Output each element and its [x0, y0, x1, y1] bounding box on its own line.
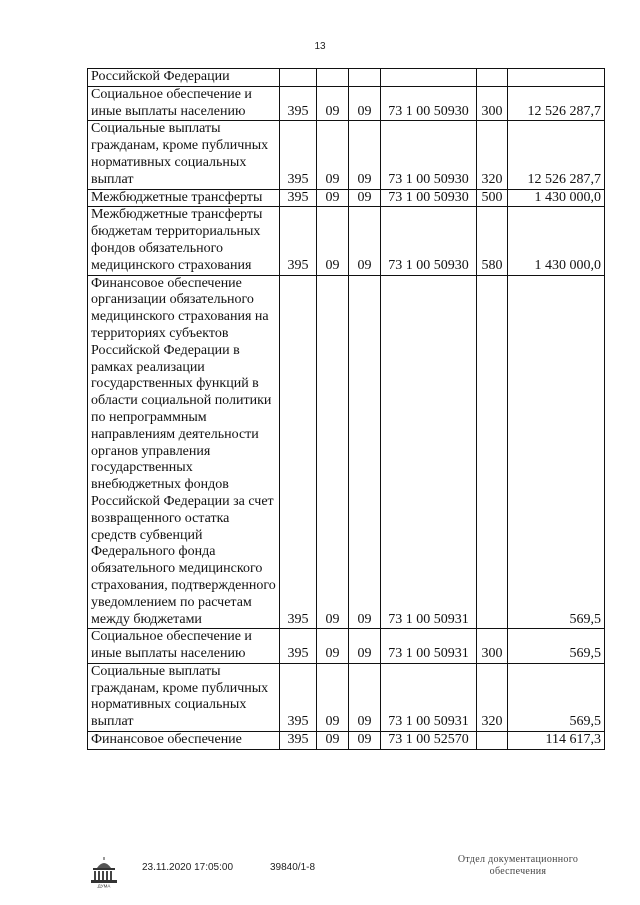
item-name-cell: Социальные выплаты гражданам, кроме публичных нормативных социальных выплат: [88, 663, 280, 731]
expense-type-code-cell: 320: [477, 121, 508, 189]
target-article-code-cell: 73 1 00 50931: [381, 663, 477, 731]
subsection-code-cell: 09: [349, 629, 381, 664]
item-name-cell: Социальные выплаты гражданам, кроме публичных нормативных социальных выплат: [88, 121, 280, 189]
admin-code-cell: 395: [280, 275, 317, 629]
section-code-cell: 09: [317, 86, 349, 121]
item-name-cell: Межбюджетные трансферты: [88, 189, 280, 207]
page-number: 13: [314, 41, 326, 52]
section-code-cell: 09: [317, 275, 349, 629]
subsection-code-cell: 09: [349, 189, 381, 207]
section-code-cell: 09: [317, 629, 349, 664]
table-row: [88, 207, 605, 275]
item-name-cell: Финансовое обеспечение организации обязательного медицинского страхования на территориях субъектов Российской Федерации в рамках реализации государственных функций в области социальной политики по непрограммным направлениям деятельности органов управления государственных внебюджетных фондов Российской Федерации за счет возвращенного остатка средств субвенций Федерального фонда обязательного медицинского страхования, подтвержденного уведомлением по расчетам между бюджетами: [88, 275, 280, 629]
document-footer: [0, 850, 640, 900]
expense-type-code-cell: 500: [477, 189, 508, 207]
item-name-cell: Межбюджетные трансферты бюджетам территориальных фондов обязательного медицинского страхования: [88, 207, 280, 275]
subsection-code-cell: 09: [349, 121, 381, 189]
subsection-code-cell: 09: [349, 86, 381, 121]
section-code-cell: 09: [317, 121, 349, 189]
table-row: [88, 275, 605, 629]
section-code-cell: 09: [317, 207, 349, 275]
admin-code-cell: 395: [280, 207, 317, 275]
section-code-cell: 09: [317, 189, 349, 207]
amount-cell: 1 430 000,0: [508, 207, 605, 275]
table-row: [88, 121, 605, 189]
table-row: [88, 189, 605, 207]
target-article-code-cell: 73 1 00 50930: [381, 189, 477, 207]
expense-type-code-cell: [477, 732, 508, 750]
target-article-code-cell: 73 1 00 50930: [381, 121, 477, 189]
subsection-code-cell: [349, 69, 381, 87]
admin-code-cell: 395: [280, 732, 317, 750]
state-duma-building-icon: [89, 856, 119, 888]
amount-cell: 569,5: [508, 663, 605, 731]
table-row: [88, 732, 605, 750]
expense-type-code-cell: 300: [477, 86, 508, 121]
subsection-code-cell: 09: [349, 663, 381, 731]
admin-code-cell: [280, 69, 317, 87]
item-name-cell: Российской Федерации: [88, 69, 280, 87]
expense-type-code-cell: [477, 275, 508, 629]
target-article-code-cell: 73 1 00 50930: [381, 207, 477, 275]
expense-type-code-cell: [477, 69, 508, 87]
item-name-cell: Социальное обеспечение и иные выплаты населению: [88, 629, 280, 664]
admin-code-cell: 395: [280, 121, 317, 189]
admin-code-cell: 395: [280, 189, 317, 207]
amount-cell: 569,5: [508, 629, 605, 664]
item-name-cell: Социальное обеспечение и иные выплаты населению: [88, 86, 280, 121]
section-code-cell: [317, 69, 349, 87]
table-row: [88, 663, 605, 731]
amount-cell: 569,5: [508, 275, 605, 629]
amount-cell: 12 526 287,7: [508, 121, 605, 189]
svg-text:ДУМА: ДУМА: [97, 883, 111, 888]
expense-type-code-cell: 580: [477, 207, 508, 275]
amount-cell: 12 526 287,7: [508, 86, 605, 121]
admin-code-cell: 395: [280, 663, 317, 731]
amount-cell: 114 617,3: [508, 732, 605, 750]
admin-code-cell: 395: [280, 629, 317, 664]
section-code-cell: 09: [317, 732, 349, 750]
document-number: 39840/1-8: [270, 862, 316, 873]
amount-cell: 1 430 000,0: [508, 189, 605, 207]
item-name-cell: Финансовое обеспечение: [88, 732, 280, 750]
expense-type-code-cell: 320: [477, 663, 508, 731]
table-row: [88, 629, 605, 664]
section-code-cell: 09: [317, 663, 349, 731]
target-article-code-cell: 73 1 00 50930: [381, 86, 477, 121]
subsection-code-cell: 09: [349, 732, 381, 750]
subsection-code-cell: 09: [349, 275, 381, 629]
target-article-code-cell: [381, 69, 477, 87]
subsection-code-cell: 09: [349, 207, 381, 275]
target-article-code-cell: 73 1 00 50931: [381, 629, 477, 664]
amount-cell: [508, 69, 605, 87]
department-stamp: Отдел документационного обеспечения: [457, 854, 579, 877]
print-timestamp: 23.11.2020 17:05:00: [142, 862, 234, 873]
budget-table: [87, 68, 605, 750]
expense-type-code-cell: 300: [477, 629, 508, 664]
target-article-code-cell: 73 1 00 50931: [381, 275, 477, 629]
admin-code-cell: 395: [280, 86, 317, 121]
table-row: [88, 86, 605, 121]
table-row: [88, 69, 605, 87]
target-article-code-cell: 73 1 00 52570: [381, 732, 477, 750]
